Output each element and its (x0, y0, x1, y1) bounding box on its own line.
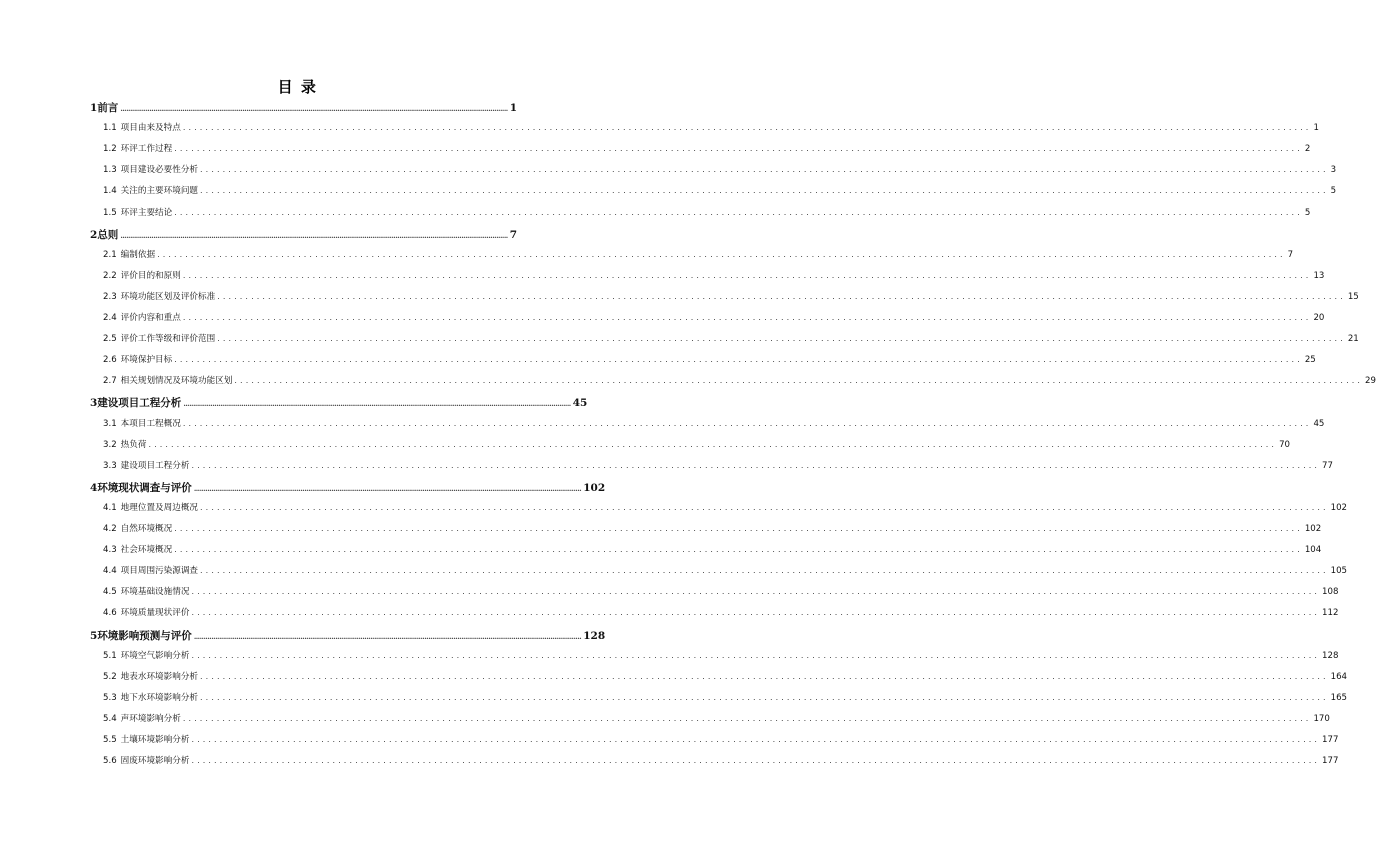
dot-leader: ........................................................................................................................................................................................................ (182, 313, 1312, 322)
toc-entry-label: 本项目工程概况 (120, 418, 181, 429)
toc-entry-page: 102 (1304, 524, 1322, 534)
dot-leader: ........................................................................................................................................................................................................ (191, 587, 1321, 597)
toc-entry-label: 环境保护目标 (120, 355, 173, 366)
toc-entry-number: 2.1 (103, 249, 117, 260)
toc-entry-page: 29 (1365, 376, 1376, 387)
toc-section-entry[interactable] (103, 417, 1325, 429)
toc-entry-page: 105 (1330, 566, 1348, 577)
toc-section-entry[interactable] (103, 733, 1339, 745)
dot-leader: ........................................................................................................................................................................................................ (193, 483, 582, 493)
toc-entry-number: 5.3 (103, 692, 117, 703)
toc-entry-label: 热负荷 (120, 439, 147, 450)
toc-entry-number: 2.3 (103, 291, 117, 302)
dot-leader: ........................................................................................................................................................................................................ (182, 123, 1312, 133)
toc-entry-label: 声环境影响分析 (120, 713, 181, 724)
toc-entry-number: 4 (90, 481, 98, 494)
toc-entry-label: 相关规划情况及环境功能区划 (120, 376, 233, 387)
toc-entry-page: 102 (1330, 502, 1348, 513)
toc-entry-number: 4.1 (103, 502, 117, 513)
toc-entry-page: 108 (1322, 587, 1339, 598)
toc-section-entry[interactable] (103, 501, 1348, 513)
toc-entry-number: 5.6 (103, 756, 117, 767)
toc-entry-page: 1 (1313, 123, 1319, 134)
toc-entry-page: 165 (1330, 692, 1348, 703)
dot-leader: ........................................................................................................................................................................................................ (182, 713, 1312, 723)
dot-leader: ........................................................................................................................................................................................................ (200, 165, 1329, 175)
dot-leader: ........................................................................................................................................................................................................ (217, 291, 1346, 301)
toc-entry-number: 2.5 (103, 334, 117, 345)
toc-entry-number: 2 (90, 228, 98, 241)
toc-entry-page: 13 (1313, 270, 1325, 281)
dot-leader: ........................................................................................................................................................................................................ (200, 566, 1329, 576)
toc-entry-label: 建设项目工程分析 (97, 397, 182, 410)
toc-entry-number: 2.2 (103, 270, 117, 281)
dot-leader: ........................................................................................................................................................................................................ (182, 270, 1312, 280)
toc-entry-label: 环评工作过程 (120, 144, 173, 155)
dot-leader: ........................................................................................................................................................................................................ (174, 144, 1303, 154)
toc-entry-label: 项目由来及特点 (120, 123, 181, 134)
toc-entry-label: 关注的主要环境问题 (120, 186, 199, 197)
toc-entry-number: 1.1 (103, 123, 117, 134)
toc-entry-page: 170 (1313, 713, 1330, 724)
toc-entry-label: 编制依据 (120, 249, 156, 260)
dot-leader: ........................................................................................................................................................................................................ (191, 756, 1321, 766)
toc-entry-page: 5 (1304, 207, 1311, 218)
toc-entry-label: 总则 (97, 228, 119, 241)
toc-entry-page: 15 (1347, 291, 1359, 302)
dot-leader: ........................................................................................................................................................................................................ (191, 650, 1321, 660)
toc-entry-label: 评价内容和重点 (120, 313, 181, 323)
toc-entry-number: 1.3 (103, 165, 117, 176)
toc-entry-number: 4.4 (103, 566, 117, 577)
toc-entry-number: 5.2 (103, 671, 117, 682)
toc-entry-page: 45 (1313, 418, 1325, 429)
toc-entry-label: 环境现状调查与评价 (97, 481, 192, 494)
toc-entry-label: 环境功能区划及评价标准 (120, 291, 216, 302)
toc-entry-page: 45 (572, 397, 588, 410)
toc-section-entry[interactable] (103, 163, 1337, 176)
dot-leader: ........................................................................................................................................................................................................ (234, 376, 1363, 386)
toc-section-entry[interactable] (103, 712, 1330, 724)
toc-entry-number: 2.4 (103, 313, 117, 323)
dot-leader: ........................................................................................................................................................................................................ (174, 524, 1303, 533)
dot-leader: ........................................................................................................................................................................................................ (200, 692, 1329, 702)
toc-entry-label: 评价目的和原则 (120, 270, 181, 281)
toc-entry-number: 2.7 (103, 376, 117, 387)
toc-chapter-entry[interactable] (90, 480, 606, 495)
toc-section-entry[interactable] (103, 585, 1339, 598)
toc-entry-label: 项目周围污染源调查 (120, 566, 199, 577)
toc-entry-page: 70 (1279, 439, 1290, 450)
toc-section-entry[interactable] (103, 754, 1339, 767)
dot-leader: ........................................................................................................................................................................................................ (191, 735, 1321, 744)
toc-section-entry[interactable] (103, 438, 1290, 450)
toc-entry-number: 4.2 (103, 524, 117, 534)
dot-leader: ........................................................................................................................................................................................................ (174, 355, 1303, 365)
toc-title: 目 录 (277, 78, 318, 96)
dot-leader: ........................................................................................................................................................................................................ (217, 334, 1346, 344)
toc-section-entry[interactable] (103, 543, 1322, 556)
toc-entry-number: 2.6 (103, 355, 117, 366)
toc-section-entry[interactable] (103, 332, 1359, 345)
dot-leader: ........................................................................................................................................................................................................ (120, 104, 508, 113)
toc-entry-label: 环境影响预测与评价 (97, 629, 192, 642)
toc-entry-page: 112 (1322, 608, 1339, 619)
toc-entry-page: 5 (1330, 186, 1337, 197)
toc-entry-label: 地表水环境影响分析 (120, 671, 199, 682)
toc-entry-label: 前言 (97, 102, 119, 114)
toc-entry-number: 1.4 (103, 186, 117, 197)
toc-entry-page: 21 (1347, 334, 1359, 345)
toc-entry-number: 4.3 (103, 545, 117, 556)
toc-entry-label: 评价工作等级和评价范围 (120, 334, 216, 345)
toc-entry-page: 128 (583, 629, 606, 642)
toc-entry-number: 5.5 (103, 735, 117, 745)
toc-entry-number: 1.5 (103, 207, 117, 218)
toc-section-entry[interactable] (103, 248, 1294, 260)
toc-entry-label: 社会环境概况 (120, 545, 173, 556)
toc-entry-page: 20 (1313, 313, 1325, 323)
toc-entry-page: 7 (1287, 249, 1294, 260)
toc-entry-page: 128 (1322, 650, 1339, 661)
toc-entry-number: 1.2 (103, 144, 117, 155)
toc-entry-number: 5.4 (103, 713, 117, 724)
toc-entry-page: 177 (1322, 756, 1339, 767)
dot-leader: ........................................................................................................................................................................................................ (200, 671, 1329, 681)
toc-entry-number: 3.2 (103, 439, 117, 450)
toc-section-entry[interactable] (103, 269, 1325, 281)
toc-section-entry[interactable] (103, 670, 1348, 682)
dot-leader: ........................................................................................................................................................................................................ (200, 186, 1329, 196)
toc-entry-number: 3.1 (103, 418, 117, 429)
toc-section-entry[interactable] (103, 142, 1311, 155)
toc-entry-page: 164 (1330, 671, 1348, 682)
toc-chapter-entry[interactable] (90, 628, 606, 643)
dot-leader: ........................................................................................................................................................................................................ (157, 249, 1286, 259)
dot-leader: ........................................................................................................................................................................................................ (182, 418, 1312, 428)
toc-section-entry[interactable] (103, 353, 1316, 366)
toc-section-entry[interactable] (103, 649, 1339, 661)
toc-entry-label: 项目建设必要性分析 (120, 165, 199, 176)
toc-entry-label: 建设项目工程分析 (120, 460, 190, 471)
dot-leader: ........................................................................................................................................................................................................ (200, 502, 1329, 512)
toc-section-entry[interactable] (103, 290, 1359, 302)
toc-entry-label: 环境空气影响分析 (120, 650, 190, 661)
toc-entry-page: 77 (1322, 460, 1333, 471)
toc-entry-page: 1 (509, 102, 518, 114)
dot-leader: ........................................................................................................................................................................................................ (193, 631, 582, 641)
toc-entry-label: 地理位置及周边概况 (120, 502, 199, 513)
toc-entry-label: 环境基础设施情况 (120, 587, 190, 598)
toc-chapter-entry[interactable] (90, 395, 588, 410)
toc-entry-page: 3 (1330, 165, 1337, 176)
toc-entry-label: 自然环境概况 (120, 524, 173, 534)
toc-entry-number: 3.3 (103, 460, 117, 471)
toc-entry-number: 3 (90, 397, 98, 410)
toc-section-entry[interactable] (103, 184, 1337, 197)
toc-entry-page: 2 (1304, 144, 1311, 155)
toc-entry-label: 地下水环境影响分析 (120, 692, 199, 703)
toc-entry-page: 177 (1322, 735, 1339, 745)
toc-entry-page: 102 (583, 481, 606, 494)
toc-entry-number: 5.1 (103, 650, 117, 661)
toc-section-entry[interactable] (103, 374, 1376, 387)
dot-leader: ........................................................................................................................................................................................................ (191, 608, 1321, 618)
toc-entry-page: 7 (509, 228, 518, 241)
toc-section-entry[interactable] (103, 522, 1322, 534)
toc-entry-label: 固废环境影响分析 (120, 756, 190, 767)
toc-chapter-entry[interactable] (90, 100, 518, 115)
toc-entry-page: 25 (1304, 355, 1316, 366)
toc-entry-number: 4.6 (103, 608, 117, 619)
toc-section-entry[interactable] (103, 691, 1348, 703)
toc-entry-label: 环境质量现状评价 (120, 608, 190, 619)
toc-entry-page: 104 (1304, 545, 1322, 556)
toc-section-entry[interactable] (103, 459, 1333, 471)
toc-chapter-entry[interactable] (90, 227, 518, 242)
toc-entry-label: 环评主要结论 (120, 207, 173, 218)
toc-entry-label: 土壤环境影响分析 (120, 735, 190, 745)
toc-entry-number: 4.5 (103, 587, 117, 598)
dot-leader: ........................................................................................................................................................................................................ (174, 545, 1303, 555)
dot-leader: ........................................................................................................................................................................................................ (120, 230, 508, 240)
toc-section-entry[interactable] (103, 121, 1319, 134)
toc-section-entry[interactable] (103, 564, 1348, 577)
dot-leader: ........................................................................................................................................................................................................ (148, 439, 1278, 449)
dot-leader: ........................................................................................................................................................................................................ (174, 207, 1303, 217)
toc-entry-number: 5 (90, 629, 98, 642)
dot-leader: ........................................................................................................................................................................................................ (191, 460, 1321, 470)
toc-section-entry[interactable] (103, 311, 1325, 323)
dot-leader: ........................................................................................................................................................................................................ (183, 399, 571, 409)
toc-section-entry[interactable] (103, 206, 1311, 218)
toc-entry-number: 1 (90, 102, 98, 114)
toc-section-entry[interactable] (103, 606, 1339, 619)
